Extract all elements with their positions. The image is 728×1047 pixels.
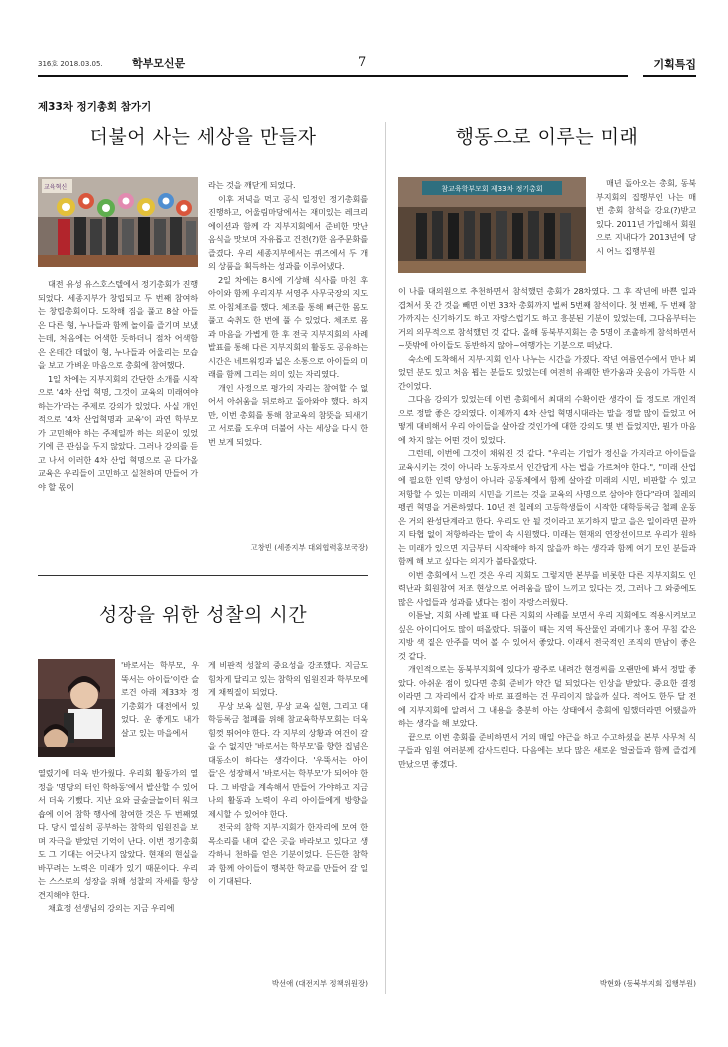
speaker-photo-image	[38, 659, 115, 757]
issue-info: 316호 2018.03.05.	[38, 60, 103, 68]
column-divider	[385, 122, 386, 994]
group-photo-image	[38, 177, 198, 267]
article3-paragraph: 이튿날, 지회 사례 발표 때 다른 지회의 사례를 보면서 우리 지회에도 적용시켜보고 싶은 아이디어도 많이 떠올랐다. 뒤풀이 때는 지역 특산물인 과메기나 홍어 무침 같은 지방 색 짙은 안주를 먹어 볼 수 있어서 좋았다. 이래서 전국적인 조직의 만남이 좋은 것 같다.	[398, 610, 696, 661]
article3-paragraph: 개인적으로는 동북부지회에 있다가 광주로 내려간 현경씨를 오랜만에 봐서 정말 좋았다. 아쉬운 점이 있다면 총회 준비가 약간 덜 되었다는 인상을 받았다. 중요한 결정이라면 그 자리에서 갑자 바로 표결하는 건 무리이지 않을까 싶다. 적어도 한두 달 전에 지부지회에 알려서 그 내용을 충분히 아는 상태에서 총회에 임했더라면 어땠을까 하는 생각을 해 보았다.	[398, 664, 696, 728]
article1-paragraph: 대전 유성 유스호스텔에서 정기총회가 진행되었다. 세종지부가 창립되고 두 번째 참여하는 창립총회이다. 도착해 짐을 풀고 8살 아들은 다른 형, 누나들과 함께 놀이를 즐기며 보냈는데, 처음에는 어색한 듯하더니 점차 어색함은 온데간 데없이 형, 누나들과 어울리는 모습을 보고 가벼운 마음으로 총회에 참여했다.	[38, 279, 198, 370]
banner-text: 참교육학부모회 제33차 정기총회	[441, 185, 543, 193]
article3-title: 행동으로 이루는 미래	[455, 126, 639, 148]
article3-paragraph: 그런데, 이번에 그것이 채워진 것 같다. "우리는 기업가 정신을 가지라고 아이들을 교육시키는 것이 아니라 노동자로서 인간답게 사는 법을 가르쳐야 한다.", "미래 산업에 필요한 인력 양성이 아니라 공동체에서 함께 살아갈 미래의 시민, 비판할 수 있고 저항할 수 있는 미래의 시민을 기르는 것을 교육의 사명으로 삼아야 한다"라며 칠레의 펭귄 혁명을 거론하였다. 10년 전 칠레의 고등학생들이 시작한 대학등록금 철폐 운동은 거의 완성단계라고 한다. 우리도 안 될 것이라고 포기하지 말고 을은 일이라면 끝까지 타협 없이 저항하라는 말이 속 시원했다. 미래는 현재의 연장선이므로 우리가 원하는 미래가 있으면 지금부터 시작해야 하지 않을까 하는 생각과 함께 여기 모인 분들과 함께 해 보고 싶다는 의지가 불타올랐다.	[398, 448, 696, 566]
article3-paragraph: 끝으로 이번 총회를 준비하면서 거의 매일 야근을 하고 수고하셨을 본부 사무처 식구들과 임원 여러분께 감사드린다. 다음에는 보다 많은 새로운 얼굴들과 함께 즐겁게 만났으면 좋겠다.	[398, 731, 696, 769]
people-row	[58, 217, 196, 255]
article2-byline: 박선애 (대전지부 정책위원장)	[271, 979, 368, 988]
newspaper-brand: 학부모신문	[132, 57, 186, 70]
article3-intro	[596, 177, 696, 258]
article3-body	[398, 285, 696, 771]
article1-paragraph: 1일 차에는 지부지회의 간단한 소개를 시작으로 '4차 산업 혁명, 그것이 교육의 미래여야 하는가'라는 주제로 강의가 있었다. 사실 개인적으로 '4차 산업혁명과 교육'이 과연 학부모가 고민해야 하는 주제일까 하는 의문이 있었기에 큰 관심을 두지 않았다. 그러나 강의를 듣고 나서 이러한 4차 산업 혁명으로 곧 다가올 교육은 우리들이 고민하고 실천하며 만들어 가야 할 몫이	[38, 373, 198, 492]
article-separator	[38, 575, 368, 576]
article2-paragraph: 열렸기에 더욱 반가웠다. 우리회 활동가의 열정을 '명당의 터인 학하동'에서 발산할 수 있어서 더욱 기뻤다. 지난 요와 글숲글놀이터 워크숍에 이어 참학 행사에 참여한 것은 두 번째였다. 당시 열심히 공부하는 참학의 임원진을 보며 자극을 받았던 기억이 난다. 이번 정기총회도 그 기대는 어긋나지 않았다. 현재의 현실을 바꾸려는 노력은 미래가 있기 때문이다. 우리는 스스로의 성장을 위해 성찰의 자세를 항상 견지해야 한다.	[38, 768, 198, 900]
article2-paragraph: 게 비판적 성찰의 중요성을 강조했다. 지금도 힘차게 달리고 있는 참학의 임원진과 학부모에게 채찍질이 되었다.	[208, 660, 368, 697]
article2-column1	[38, 767, 198, 916]
article3-paragraph: 매년 돌아오는 총회, 동북부지회의 집행부인 나는 매번 총회 참석을 강요(?)받고 있다. 2011년 가입해서 회원으로 지내다가 2013년에 당시 어느 집행부원	[596, 178, 696, 256]
article2-column1-wrap	[121, 659, 199, 740]
page-header	[38, 55, 696, 75]
article2-title: 성장을 위한 성찰의 시간	[98, 604, 308, 626]
article2-column2	[208, 659, 368, 889]
article3-byline: 박현화 (동북부지회 집행부원)	[599, 979, 696, 988]
article2-lead-paragraph: '바로서는 학부모, 우뚝서는 아이들'이란 슬로건 아래 제33차 정기총회가 대전에서 있었다. 운 좋게도 내가 살고 있는 마을에서	[121, 660, 199, 738]
article2-paragraph: 채효정 선생님의 강의는 지금 우리에	[48, 903, 175, 913]
article2-photo	[38, 659, 115, 757]
article3-paragraph: 이 나를 대의원으로 추천하면서 참석했던 총회가 28차였다. 그 후 작년에 바쁜 일과 겹쳐서 못 간 것을 빼면 이번 33차 총회까지 벌써 5번째 참석이다. 첫 번째, 두 번째 참가까지는 신기하기도 하고 자랑스럽기도 하고 흥분된 기분이 있었는데, 그다음부터는 거의 의무적으로 참석했던 것 같다. 올해 동북부지회는 총 5명이 조촐하게 참석하면서~뜻밖에 아이들도 동반하지 않아~여행가는 기분으로 떠났다.	[398, 286, 696, 350]
article1-column2	[208, 179, 368, 449]
presentation-photo-image	[398, 177, 586, 273]
article3-paragraph: 숙소에 도착해서 지부·지회 인사 나누는 시간을 가졌다. 작년 여름연수에서 만나 뵈었던 분도 있고 처음 뵙는 분들도 있었는데 여전히 유쾌한 반가움과 웃음이 가득한 시간이었다.	[398, 353, 696, 391]
article1-title: 더불어 사는 세상을 만들자	[89, 126, 317, 148]
article3-paragraph: 그다음 강의가 있었는데 이번 총회에서 최대의 수확이란 생각이 들 정도로 개인적으로 정말 좋은 강의였다. 이제까지 4차 산업 혁명시대라는 말을 정말 많이 들었고 어떻게 대비해서 우리 아이들을 살아갈 것인가에 대한 강의도 몇 번 들었지만, 뭔가 마음에 차지 않는 어떤 것이 있었다.	[398, 394, 696, 445]
article2-paragraph: 전국의 참학 지부·지회가 한자리에 모여 한목소리를 내며 같은 곳을 바라보고 있다고 생각하니 천하를 얻은 기분이었다. 든든한 참학과 함께 아이들이 행복한 학교를 만들어 갈 일이 기대된다.	[208, 822, 368, 886]
article2-paragraph: 무상 보육 실현, 무상 교육 실현, 그리고 대학등록금 철폐를 위해 참교육학부모회는 더욱 힘껏 뛰어야 한다. 각 지부의 상황과 여건이 갈을 수 없지만 '바로서는 학부모'를 향한 집념은 대동소이 하다는 생각이다. '우뚝서는 아이들'은 성장해서 '바로서는 학부모'가 되어야 한다. 그 바람을 계속해서 만들어 가야하고 지금 나의 활동과 노력이 우리 아이들에게 방향을 제시할 수 있어야 한다.	[208, 700, 368, 819]
article3-paragraph: 이번 총회에서 느낀 것은 우리 지회도 그렇지만 본부를 비롯한 다른 지부지회도 인력난과 회원참여 저조 현상으로 어려움을 많이 느끼고 있다는 것, 그러나 그 와중에도 많은 사업들과 성과를 냈다는 점이 자랑스러웠다.	[398, 569, 696, 607]
header-rule-right	[643, 75, 696, 77]
hall-sign-text: 교육혁신	[44, 184, 68, 191]
page-number: 7	[358, 55, 367, 70]
article1-byline: 고창빈 (세종지부 대외협력홍보국장)	[250, 543, 368, 552]
header-rule	[38, 75, 628, 77]
article1-column1	[38, 278, 198, 494]
series-kicker: 제33차 정기총회 참가기	[38, 101, 152, 113]
article1-paragraph: 2일 차에는 8시에 기상해 식사를 마친 후 아이와 함께 우리지부 서영주 사무국장의 지도로 아침체조를 했다. 체조를 통해 뻐근한 몸도 풀고 숙취도 한 번에 풀 수 있었다. 체조로 몸과 마음을 가볍게 한 후 전국 지부지회의 사례발표를 통해 다른 지부지회의 활동도 공유하는 시간은 네트워킹과 넓은 소통으로 아이들의 미래를 함께 그리는 의미 있는 자리였다.	[208, 274, 368, 379]
article1-photo	[38, 177, 198, 267]
section-title: 기획특집	[653, 58, 696, 71]
article3-photo	[398, 177, 586, 273]
article1-paragraph: 이후 저녁을 먹고 공식 일정인 정기총회를 진행하고, 어울림마당에서는 재미있는 레크리에이션과 함께 각 지부지회에서 준비한 맛난 음식을 맛보며 자유롭고 건전(?)한 음주문화를 즐겼다. 우리 세종지부에서는 퀴즈에서 두 개의 상품을 획득하는 성과를 이루어냈다.	[208, 193, 368, 271]
article1-paragraph: 라는 것을 깨닫게 되었다.	[208, 180, 296, 190]
article1-paragraph: 개인 사정으로 평가의 자리는 참여할 수 없어서 아쉬움을 뒤로하고 돌아와야 했다. 하지만, 이번 총회를 통해 참교육의 참뜻을 되새기고 서로를 도우며 더불어 사는 세상을 다시 한번 보게 되었다.	[208, 382, 368, 447]
